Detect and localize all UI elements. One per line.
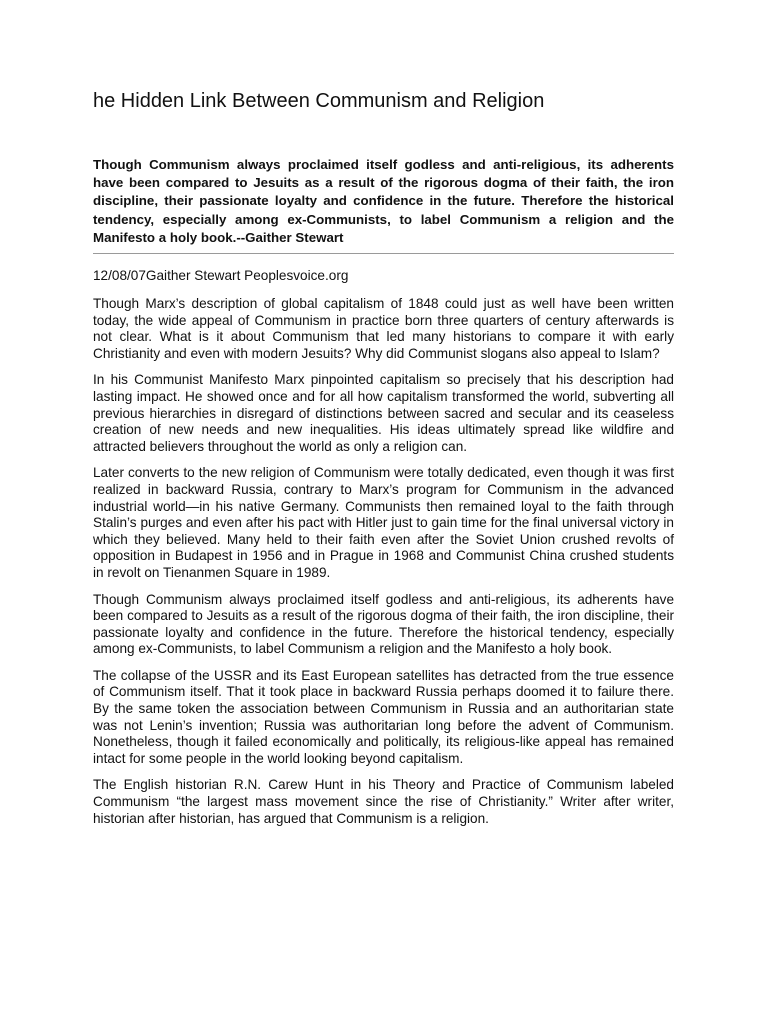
document-title: he Hidden Link Between Communism and Religion (93, 90, 545, 112)
paragraph: Though Communism always proclaimed itself godless and anti-religious, its adherents have been compared to Jesuits as a result of the rigorous dogma of their faith, the iron discipline, their passionate loyalty and confidence in the future. Therefore the historical tendency, especially among ex-Communists, to label Communism a religion and the Manifesto a holy book. (93, 591, 674, 657)
paragraph: In his Communist Manifesto Marx pinpointed capitalism so precisely that his description had lasting impact. He showed once and for all how capitalism transformed the world, subverting all previous hierarchies in disregard of distinctions between sacred and secular and its ceaseless creation of new needs and new inequalities. His ideas ultimately spread like wildfire and attracted believers throughout the world as only a religion can. (93, 372, 674, 454)
paragraph: The collapse of the USSR and its East European satellites has detracted from the true essence of Communism itself. That it took place in backward Russia perhaps doomed it to failure there. By the same token the association between Communism in Russia and an authoritarian state was not Lenin’s invention; Russia was authoritarian long before the advent of Communism. Nonetheless, though it failed economically and politically, its religious-like appeal has remained intact for some people in the world looking beyond capitalism. (93, 667, 674, 766)
divider (93, 253, 674, 254)
paragraph: The English historian R.N. Carew Hunt in his Theory and Practice of Communism labeled Communism “the largest mass movement since the rise of Christianity.” Writer after writer, historian after historian, has argued that Communism is a religion. (93, 777, 674, 826)
paragraph: Later converts to the new religion of Communism were totally dedicated, even though it was first realized in backward Russia, contrary to Marx’s program for Communism in the advanced industrial world—in his native Germany. Communists then remained loyal to the faith through Stalin’s purges and even after his pact with Hitler just to gain time for the final universal victory in which they believed. Many held to their faith even after the Soviet Union crushed revolts of opposition in Budapest in 1956 and in Prague in 1968 and Communist China crushed students in revolt on Tienanmen Square in 1989. (93, 465, 674, 580)
document-abstract: Though Communism always proclaimed itself godless and anti-religious, its adherents have been compared to Jesuits as a result of the rigorous dogma of their faith, the iron discipline, their passionate loyalty and confidence in the future. Therefore the historical tendency, especially among ex-Communists, to label Communism a religion and the Manifesto a holy book.--Gaither Stewart (93, 157, 674, 245)
paragraph: Though Marx’s description of global capitalism of 1848 could just as well have been written today, the wide appeal of Communism in practice born three quarters of century afterwards is not clear. What is it about Communism that led many historians to compare it with early Christianity and even with modern Jesuits? Why did Communist slogans also appeal to Islam? (93, 296, 674, 361)
article-body (93, 296, 674, 837)
byline: 12/08/07Gaither Stewart Peoplesvoice.org (93, 268, 349, 283)
